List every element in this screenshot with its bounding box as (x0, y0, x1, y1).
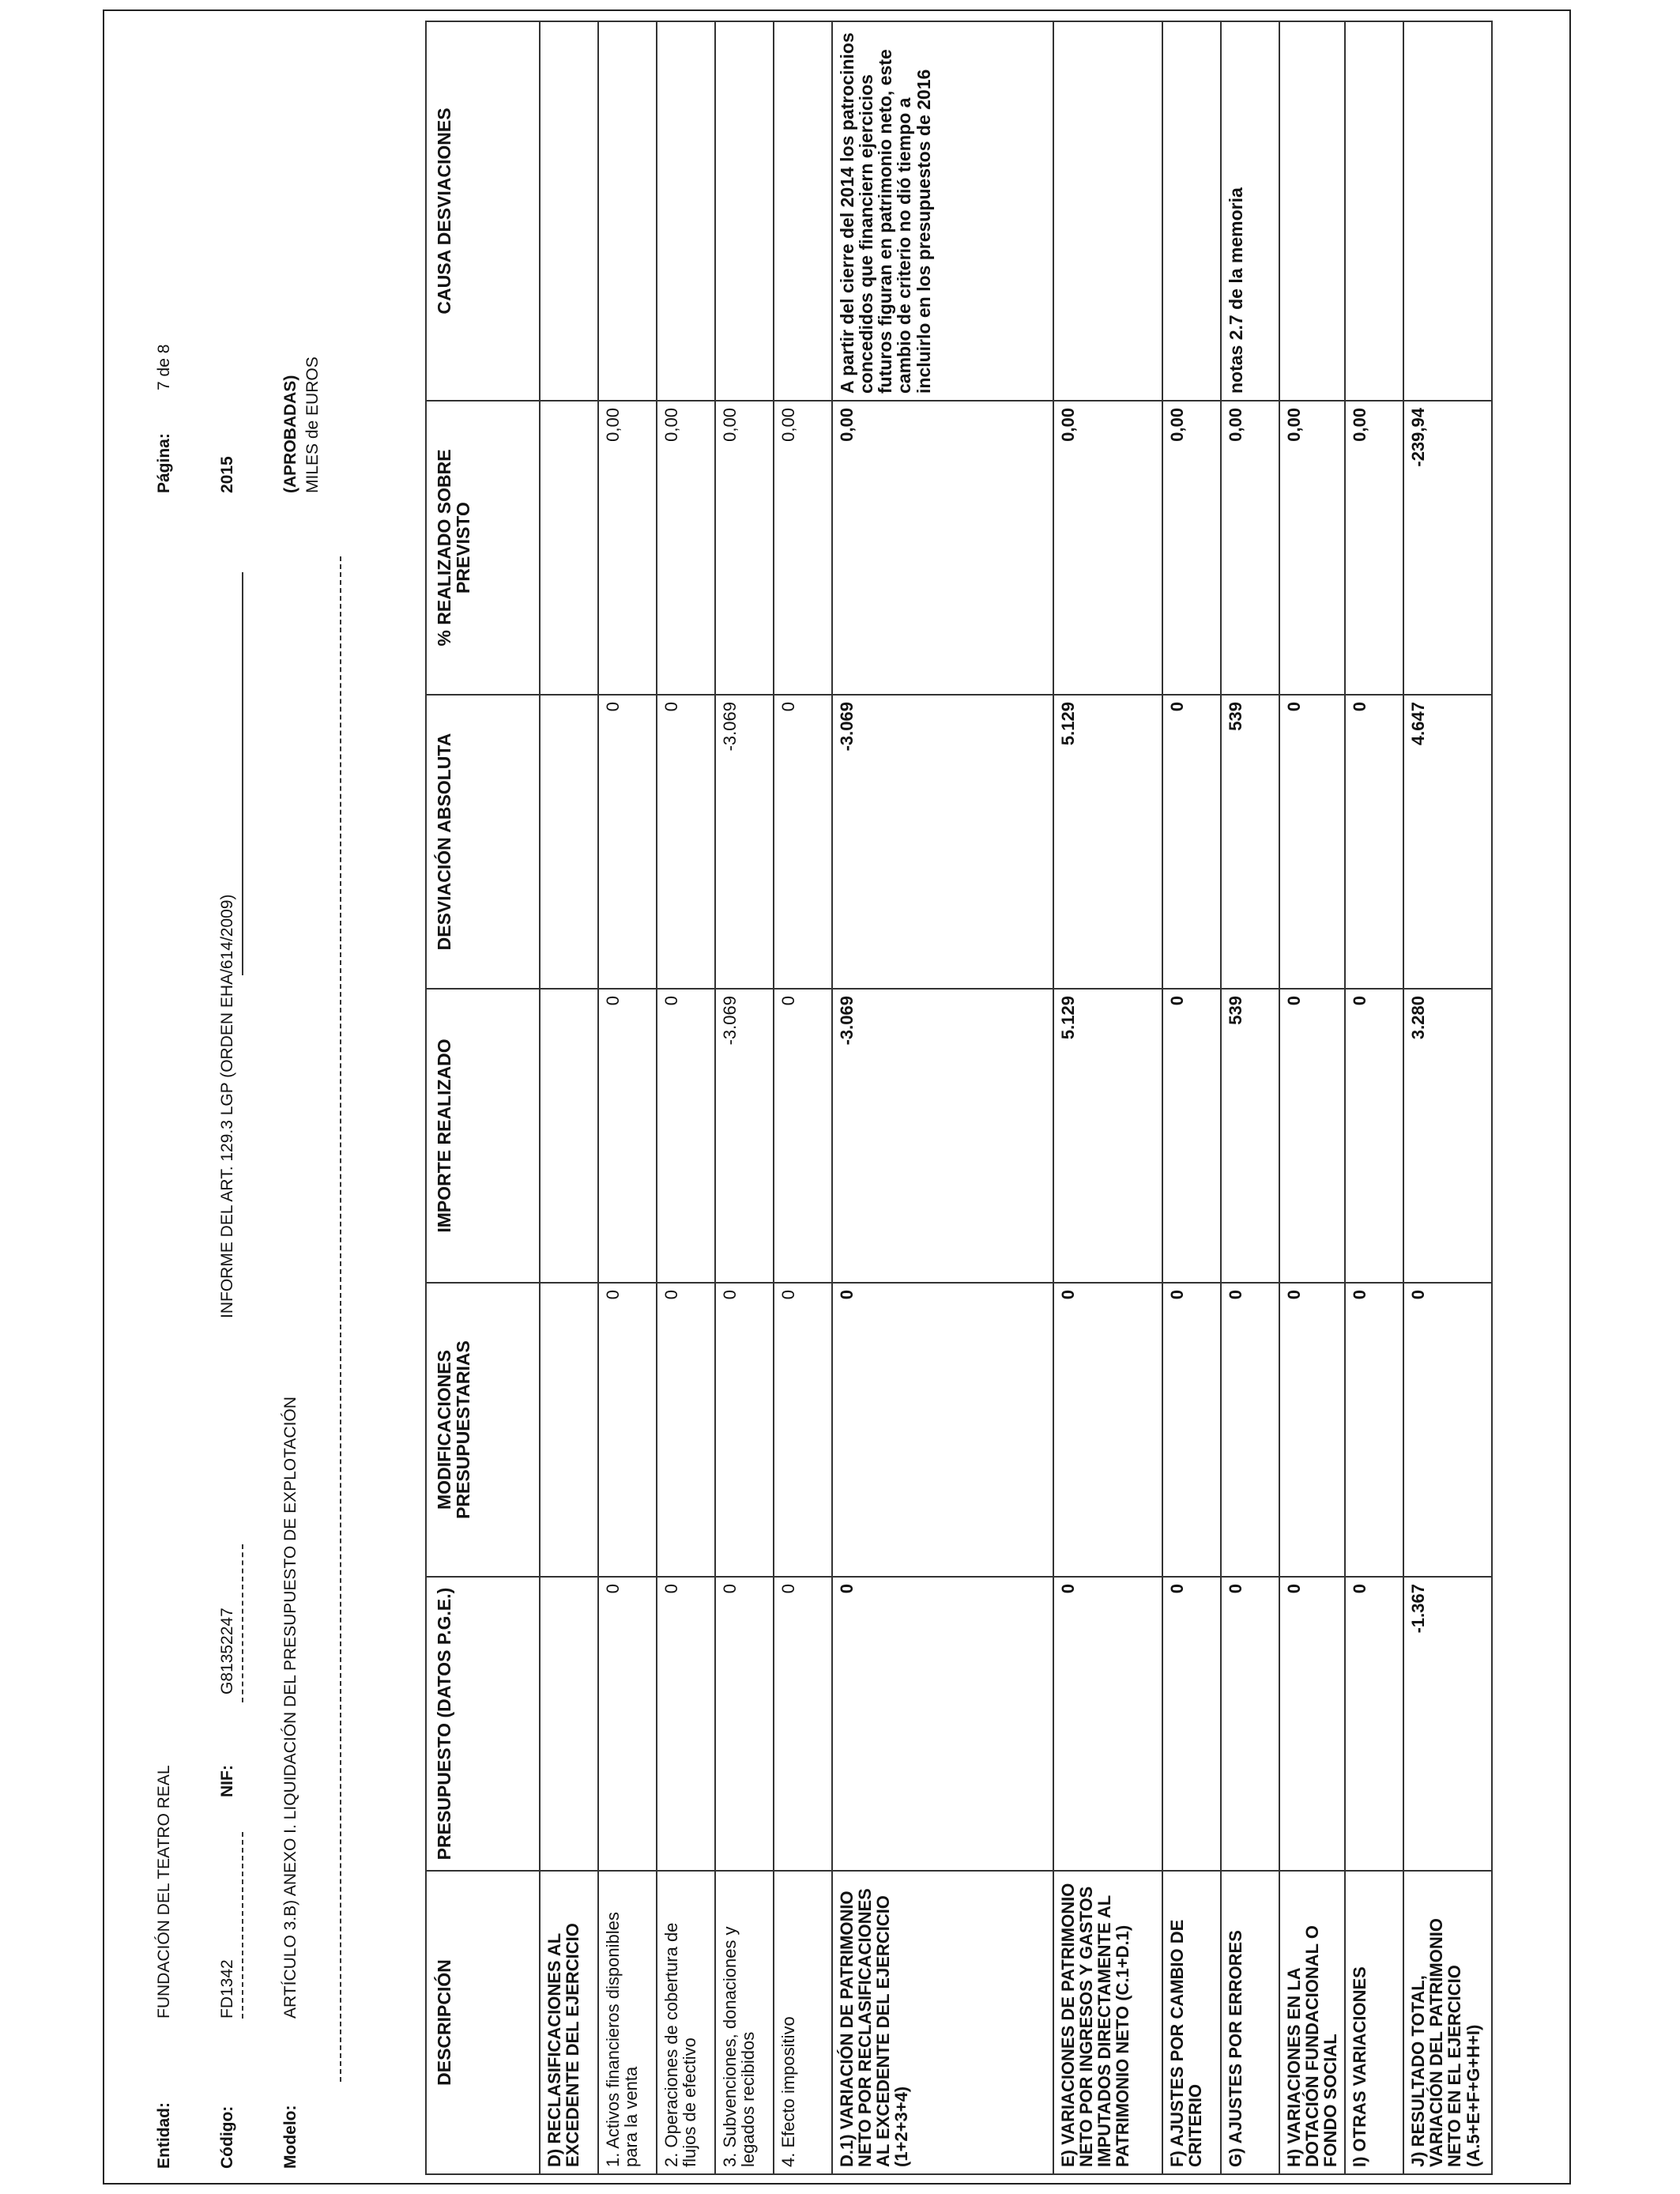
row-desviacion: 0 (774, 695, 832, 989)
row-modificaciones: 0 (1162, 1283, 1221, 1577)
row-causa (1403, 21, 1492, 401)
row-porcentaje: 0,00 (1162, 401, 1221, 695)
row-porcentaje: 0,00 (598, 401, 657, 695)
row-realizado (540, 989, 598, 1283)
table-header-row (426, 21, 540, 2174)
table-row (1221, 21, 1279, 2174)
row-descripcion: I) OTRAS VARIACIONES (1345, 1871, 1403, 2174)
modelo-value: ARTÍCULO 3.B) ANEXO I. LIQUIDACIÓN DEL PRESUPUESTO DE EXPLOTACIÓN (281, 1397, 299, 2019)
row-presupuesto: 0 (832, 1577, 1053, 1871)
pagina-label: Página: (155, 433, 173, 493)
row-presupuesto: 0 (657, 1577, 715, 1871)
codigo-label: Código: (218, 2105, 236, 2169)
col-header-causa: CAUSA DESVIACIONES (426, 21, 540, 401)
informe-title: INFORME DEL ART. 129.3 LGP (ORDEN EHA/614/2009) (218, 894, 236, 1318)
row-causa: notas 2.7 de la memoria (1221, 21, 1279, 401)
row-desviacion: 5.129 (1053, 695, 1162, 989)
row-desviacion: 0 (1345, 695, 1403, 989)
row-modificaciones: 0 (1279, 1283, 1345, 1577)
row-modificaciones: 0 (1221, 1283, 1279, 1577)
table-row (540, 21, 598, 2174)
col-header-presupuesto: PRESUPUESTO (DATOS P.G.E.) (426, 1577, 540, 1871)
row-modificaciones: 0 (715, 1283, 774, 1577)
row-descripcion: H) VARIACIONES EN LA DOTACIÓN FUNDACIONAL O FONDO SOCIAL (1279, 1871, 1345, 2174)
row-desviacion: -3.069 (832, 695, 1053, 989)
row-realizado: 0 (1279, 989, 1345, 1283)
table-row (1403, 21, 1492, 2174)
row-causa (1345, 21, 1403, 401)
row-modificaciones (540, 1283, 598, 1577)
row-realizado: 5.129 (1053, 989, 1162, 1283)
row-desviacion: -3.069 (715, 695, 774, 989)
table-row (832, 21, 1053, 2174)
liquidacion-table (425, 21, 1493, 2175)
row-modificaciones: 0 (1403, 1283, 1492, 1577)
row-realizado: 0 (598, 989, 657, 1283)
row-presupuesto: 0 (1221, 1577, 1279, 1871)
row-descripcion: E) VARIACIONES DE PATRIMONIO NETO POR INGRESOS Y GASTOS IMPUTADOS DIRECTAMENTE AL PATRIMONIO NETO (C.1+D.1) (1053, 1871, 1162, 2174)
pagina-value: 7 de 8 (155, 344, 173, 390)
row-desviacion: 4.647 (1403, 695, 1492, 989)
row-desviacion: 0 (657, 695, 715, 989)
row-causa: A partir del cierre del 2014 los patrocinios concedidos que financiern ejercicios futuros figuran en patrimonio neto, este cambio de criterio no dió tiempo a incluirlo en los presupuestos de 2016 (832, 21, 1053, 401)
table-row (715, 21, 774, 2174)
row-porcentaje: 0,00 (657, 401, 715, 695)
nif-label: NIF: (218, 1765, 236, 1797)
row-causa (598, 21, 657, 401)
nif-dash (242, 1544, 243, 1702)
row-desviacion: 0 (598, 695, 657, 989)
col-header-desviacion-absoluta: DESVIACIÓN ABSOLUTA (426, 695, 540, 989)
table-row (1279, 21, 1345, 2174)
row-causa (1162, 21, 1221, 401)
header-rule (242, 572, 243, 975)
row-modificaciones: 0 (1345, 1283, 1403, 1577)
table-row (774, 21, 832, 2174)
row-causa (1053, 21, 1162, 401)
row-modificaciones: 0 (832, 1283, 1053, 1577)
year-value: 2015 (218, 456, 236, 493)
nif-value: G81352247 (218, 1608, 236, 1695)
row-descripcion: J) RESULTADO TOTAL, VARIACIÓN DEL PATRIMONIO NETO EN EL EJERCICIO (A.5+E+F+G+H+I) (1403, 1871, 1492, 2174)
row-realizado: 539 (1221, 989, 1279, 1283)
row-descripcion: 3. Subvenciones, donaciones y legados recibidos (715, 1871, 774, 2174)
col-header-importe-realizado: IMPORTE REALIZADO (426, 989, 540, 1283)
row-porcentaje: 0,00 (1345, 401, 1403, 695)
row-causa (657, 21, 715, 401)
col-header-descripcion: DESCRIPCIÓN (426, 1871, 540, 2174)
row-porcentaje: 0,00 (832, 401, 1053, 695)
row-realizado: 0 (1345, 989, 1403, 1283)
row-presupuesto (540, 1577, 598, 1871)
document-landscape (103, 9, 1571, 2185)
row-presupuesto: 0 (1279, 1577, 1345, 1871)
row-desviacion: 539 (1221, 695, 1279, 989)
row-porcentaje: 0,00 (1279, 401, 1345, 695)
row-realizado: 0 (657, 989, 715, 1283)
row-descripcion: D) RECLASIFICACIONES AL EXCEDENTE DEL EJERCICIO (540, 1871, 598, 2174)
row-porcentaje: 0,00 (715, 401, 774, 695)
aprobadas-label: (APROBADAS) (281, 375, 299, 493)
row-descripcion: F) AJUSTES POR CAMBIO DE CRITERIO (1162, 1871, 1221, 2174)
row-descripcion: 2. Operaciones de cobertura de flujos de efectivo (657, 1871, 715, 2174)
row-desviacion: 0 (1279, 695, 1345, 989)
col-header-porcentaje: % REALIZADO SOBRE PREVISTO (426, 401, 540, 695)
row-descripcion: G) AJUSTES POR ERRORES (1221, 1871, 1279, 2174)
codigo-dash (242, 1832, 243, 2019)
row-realizado: -3.069 (715, 989, 774, 1283)
modelo-label: Modelo: (281, 2105, 299, 2169)
row-porcentaje (540, 401, 598, 695)
entidad-label: Entidad: (155, 2102, 173, 2169)
row-causa (774, 21, 832, 401)
row-causa (715, 21, 774, 401)
row-modificaciones: 0 (774, 1283, 832, 1577)
row-porcentaje: 0,00 (1053, 401, 1162, 695)
row-porcentaje: -239,94 (1403, 401, 1492, 695)
row-porcentaje: 0,00 (1221, 401, 1279, 695)
row-descripcion: 4. Efecto impositivo (774, 1871, 832, 2174)
row-causa (1279, 21, 1345, 401)
row-presupuesto: 0 (598, 1577, 657, 1871)
codigo-value: FD1342 (218, 1959, 236, 2019)
row-presupuesto: 0 (715, 1577, 774, 1871)
row-modificaciones: 0 (598, 1283, 657, 1577)
row-desviacion (540, 695, 598, 989)
table-row (598, 21, 657, 2174)
row-descripcion: 1. Activos financieros disponibles para la venta (598, 1871, 657, 2174)
row-realizado: 3.280 (1403, 989, 1492, 1283)
row-presupuesto: 0 (1053, 1577, 1162, 1871)
row-causa (540, 21, 598, 401)
row-realizado: -3.069 (832, 989, 1053, 1283)
table-row (657, 21, 715, 2174)
row-presupuesto: -1.367 (1403, 1577, 1492, 1871)
table-row (1053, 21, 1162, 2174)
row-realizado: 0 (774, 989, 832, 1283)
row-porcentaje: 0,00 (774, 401, 832, 695)
row-desviacion: 0 (1162, 695, 1221, 989)
row-modificaciones: 0 (657, 1283, 715, 1577)
table-row (1345, 21, 1403, 2174)
row-descripcion: D.1) VARIACIÓN DE PATRIMONIO NETO POR RECLASIFICACIONES AL EXCEDENTE DEL EJERCICIO (1+2+3+4) (832, 1871, 1053, 2174)
row-modificaciones: 0 (1053, 1283, 1162, 1577)
row-realizado: 0 (1162, 989, 1221, 1283)
col-header-modificaciones: MODIFICACIONES PRESUPUESTARIAS (426, 1283, 540, 1577)
row-presupuesto: 0 (774, 1577, 832, 1871)
entidad-value: FUNDACIÓN DEL TEATRO REAL (155, 1765, 173, 2019)
row-presupuesto: 0 (1162, 1577, 1221, 1871)
unidad-label: MILES de EUROS (303, 356, 322, 493)
table-row (1162, 21, 1221, 2174)
row-presupuesto: 0 (1345, 1577, 1403, 1871)
modelo-dash (340, 556, 341, 2082)
